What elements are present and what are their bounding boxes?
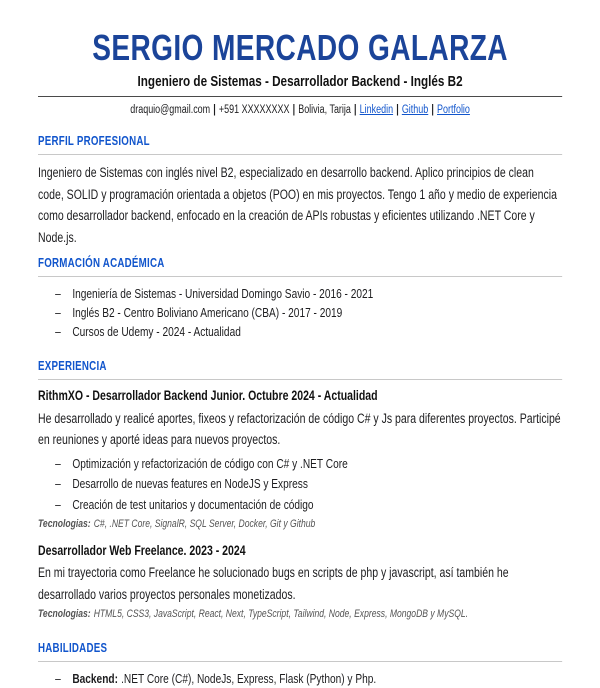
tech-list: C#, .NET Core, SignalR, SQL Server, Docker, Git y Github bbox=[93, 518, 316, 531]
email-text: draquio@gmail.com bbox=[130, 104, 211, 116]
location-text: Bolivia, Tarija bbox=[298, 104, 351, 116]
portfolio-link[interactable]: Portfolio bbox=[437, 104, 470, 116]
education-item: – Cursos de Udemy - 2024 - Actualidad bbox=[38, 322, 562, 341]
section-perfil-profesional bbox=[38, 134, 562, 248]
skill-item bbox=[38, 669, 562, 688]
contact-separator: | bbox=[354, 104, 357, 116]
resume-subtitle: Ingeniero de Sistemas - Desarrollador Backend - Inglés B2 bbox=[137, 73, 463, 90]
education-item: – Ingeniería de Sistemas - Universidad Domingo Savio - 2016 - 2021 bbox=[38, 284, 562, 303]
section-title-experiencia: EXPERIENCIA bbox=[38, 359, 562, 380]
tech-stack-line bbox=[38, 517, 562, 531]
tech-stack-line bbox=[38, 607, 562, 621]
skill-text: .NET Core (C#), NodeJs, Express, Flask (Python) y Php. bbox=[121, 671, 377, 687]
job-title: RithmXO - Desarrollador Backend Junior. Octubre 2024 - Actualidad bbox=[38, 387, 378, 403]
github-link[interactable]: Github bbox=[401, 104, 429, 116]
section-formacion-academica bbox=[38, 256, 562, 342]
profile-summary: Ingeniero de Sistemas con inglés nivel B2, especializado en desarrollo backend. Aplico principios de clean code, SOLID y programación orientada a objetos (POO) en mis proyectos. Tengo 1 año y medio de experiencia como desarrollador backend, enfocado en la creación de APIs robustas y eficientes utilizando .NET Core y Node.js. bbox=[38, 165, 557, 245]
contact-separator: | bbox=[292, 104, 296, 116]
section-title-formacion: FORMACIÓN ACADÉMICA bbox=[38, 256, 562, 277]
contact-separator: | bbox=[213, 104, 216, 116]
skill-label: Backend: bbox=[72, 671, 118, 687]
experience-entry-rithmxo bbox=[38, 388, 562, 532]
header-divider bbox=[38, 96, 562, 97]
contact-separator: | bbox=[431, 104, 434, 116]
job-description: He desarrollado y realicé aportes, fixeos y refactorización de código C# y Js para diferentes proyectos. Participé en reuniones y aporté ideas para nuevos proyectos. bbox=[38, 410, 561, 448]
phone-text: +591 XXXXXXXX bbox=[218, 104, 290, 116]
linkedin-link[interactable]: Linkedin bbox=[359, 104, 394, 116]
section-title-perfil: PERFIL PROFESIONAL bbox=[38, 134, 562, 155]
job-bullet-item: – Creación de test unitarios y documentación de código bbox=[38, 495, 562, 516]
job-title: Desarrollador Web Freelance. 2023 - 2024 bbox=[38, 543, 246, 559]
job-description: En mi trayectoria como Freelance he solucionado bugs en scripts de php y javascript, así también he desarrollado varios proyectos personales monetizados. bbox=[38, 565, 509, 602]
resume-page bbox=[38, 0, 562, 688]
resume-name: SERGIO MERCADO GALARZA bbox=[92, 27, 508, 68]
skills-list bbox=[38, 669, 562, 688]
job-bullet-item: – Optimización y refactorización de código con C# y .NET Core bbox=[38, 454, 562, 475]
tech-label: Tecnologias: bbox=[38, 608, 91, 621]
contact-separator: | bbox=[396, 104, 399, 116]
job-bullet-list bbox=[38, 454, 562, 516]
section-habilidades bbox=[38, 641, 562, 688]
education-item: – Inglés B2 - Centro Boliviano Americano (CBA) - 2017 - 2019 bbox=[38, 303, 562, 322]
job-bullet-item: – Desarrollo de nuevas features en NodeJS y Express bbox=[38, 474, 562, 495]
tech-list: HTML5, CSS3, JavaScript, React, Next, TypeScript, Tailwind, Node, Express, MongoDB y MySQL. bbox=[93, 608, 469, 621]
section-title-habilidades: HABILIDADES bbox=[38, 641, 562, 662]
education-list bbox=[38, 284, 562, 342]
section-experiencia bbox=[38, 359, 562, 622]
tech-label: Tecnologias: bbox=[38, 518, 91, 531]
contact-line bbox=[38, 103, 562, 117]
experience-entry-freelance bbox=[38, 543, 562, 621]
